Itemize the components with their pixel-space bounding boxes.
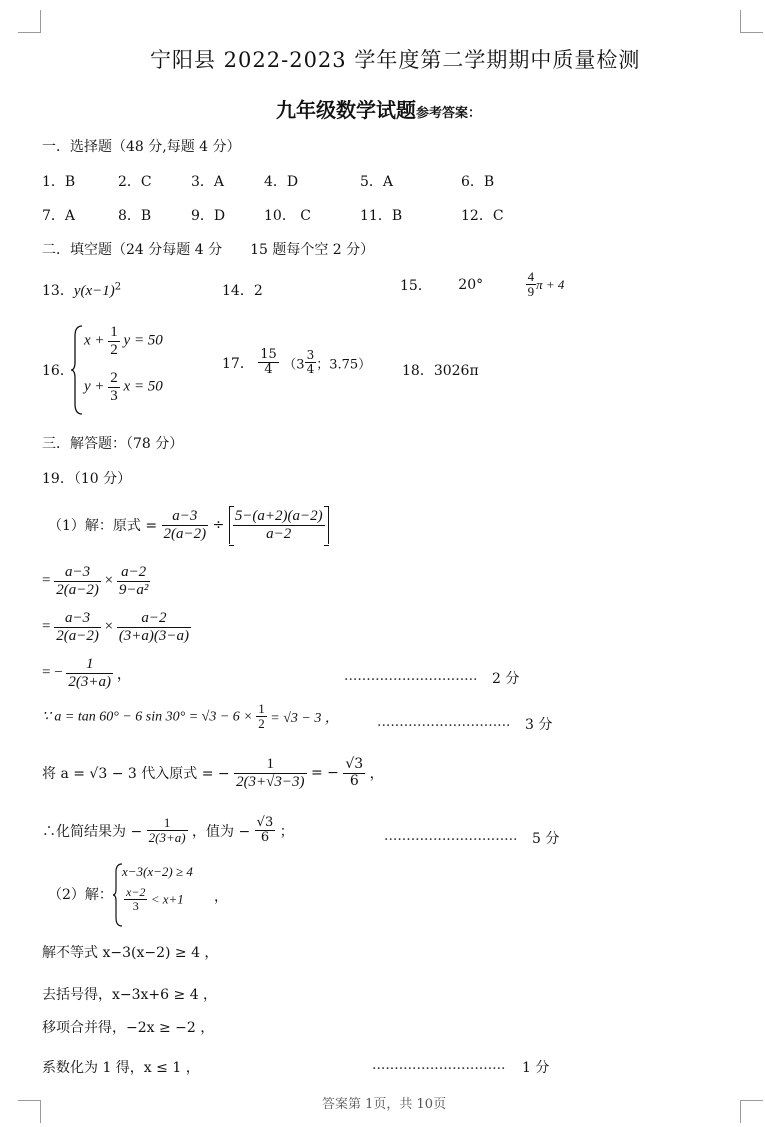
score-2: 2 分 (492, 671, 520, 687)
l3-fraction-1: $\frac{a-3}{2(a-2)}$ (56, 610, 99, 644)
q19-line4: = − $\frac{1}{2(3+a)}$ ， (42, 656, 132, 690)
q17: 17． $\frac{15}{4}$ （3 $\frac{3}{4}$ ；3.75） (222, 347, 372, 378)
part2-fraction: $\frac{x-2}{3}$ (126, 885, 146, 914)
q17-fraction: $\frac{15}{4}$ (260, 347, 277, 378)
subtitle-small: 参考答案： (416, 106, 482, 121)
q17-mixed-fraction: $\frac{3}{4}$ (306, 348, 315, 377)
q19-heading: 19．（10 分） (42, 471, 132, 487)
crop-mark-top-right (740, 10, 763, 33)
q15 (400, 270, 564, 300)
step-2: 去括号得，x−3x+6 ≥ 4 ， (42, 987, 218, 1003)
page-title: 宁阳县 2022-2023 学年度第二学期期中质量检测 (150, 48, 641, 72)
l7-fraction-1: $\frac{1}{2(3+a)}$ (148, 815, 186, 846)
score-1: 1 分 (522, 1060, 550, 1076)
q18: 18．3026π (402, 363, 479, 379)
q16-label: 16． (42, 363, 74, 379)
answer-12: 12．C (461, 208, 504, 224)
q13-exponent: 2 (114, 281, 122, 293)
answer-8: 8．B (118, 208, 152, 224)
q15-answer-b: π + 4 (536, 276, 565, 292)
part2-ineq-1: x−3(x−2) ≥ 4 (122, 864, 193, 879)
l5-fraction: $\frac{1}{2}$ (258, 701, 265, 732)
q13-expr: y(x−1) (73, 283, 115, 299)
answer-3: 3．A (191, 174, 225, 190)
subtitle-main: 九年级数学试题 (276, 98, 416, 122)
answer-9: 9．D (191, 208, 226, 224)
l6-fraction-2: $\frac{√3}{6}$ (345, 756, 364, 789)
crop-mark-top-left (18, 10, 41, 33)
answer-10: 10． C (264, 208, 311, 224)
l1-fraction: $\frac{a-3}{2(a-2)}$ (163, 508, 207, 542)
page-subtitle (276, 94, 481, 123)
l4-fraction: $\frac{1}{2(3+a)}$ (68, 656, 112, 690)
l2-fraction-1: $\frac{a-3}{2(a-2)}$ (56, 564, 99, 598)
answer-5: 5．A (360, 174, 394, 190)
part2-ineq-2: $\frac{x-2}{3}$ < x+1 (126, 885, 184, 914)
l1-bracket (229, 506, 329, 544)
l2-fraction-2: $\frac{a-2}{\text{9−a²}}$ (118, 564, 149, 598)
q19-line7: ∴化简结果为 − $\frac{1}{2(3+a)}$ ，值为 − $\frac{√3}{6}$ ； (42, 815, 294, 846)
q16-line2: y + $\frac{2}{3}$ x = 50 (84, 370, 163, 404)
answer-1: 1．B (42, 174, 76, 190)
q19-line3: = $\frac{a-3}{2(a-2)}$ × $\frac{a-2}{(3+a)(3-a)}$ (42, 610, 190, 644)
q19-part1-line1: （1）解：原式 = $\frac{a-3}{2(a-2)}$ ÷ $\frac{5-(a+2)(a-2)}{a-2}$ (48, 506, 329, 544)
q13-label: 13． (42, 283, 74, 299)
l1-bracket-fraction: $\frac{5-(a+2)(a-2)}{a-2}$ (234, 508, 323, 542)
part2-tail: ， (214, 889, 228, 905)
score-dots-2: .............................. (344, 668, 478, 684)
answer-4: 4．D (264, 174, 299, 190)
answer-7: 7．A (42, 208, 76, 224)
q19-line2: = $\frac{a-3}{2(a-2)}$ × $\frac{a-2}{\text{9−a²}}$ (42, 564, 149, 598)
q19-line6: 将 a = √3 − 3 代入原式 = − $\frac{1}{2(3+√3-3)}$ = − $\frac{√3}{6}$ ， (42, 756, 384, 790)
l3-fraction-2: $\frac{a-2}{(3+a)(3-a)}$ (118, 610, 190, 644)
l6-fraction-1: $\frac{1}{2(3+√3-3)}$ (236, 756, 305, 790)
q15-fraction: $\frac{4}{9}$ (527, 269, 535, 300)
q16-line2-fraction: $\frac{2}{3}$ (110, 370, 118, 404)
q19-line5: ∵ a = tan 60° − 6 sin 30° = √3 − 6 × $\frac{1}{2}$ = √3 − 3 ， (42, 701, 339, 732)
answer-6: 6．B (461, 174, 495, 190)
q19-part2-label: （2）解： (48, 887, 113, 903)
answer-2: 2．C (118, 174, 152, 190)
step-3: 移项合并得，−2x ≥ −2 ， (42, 1020, 215, 1036)
crop-mark-bottom-left (18, 1100, 41, 1123)
score-dots-5: .............................. (384, 828, 518, 844)
q15-label: 15． (400, 277, 432, 294)
q14: 14．2 (222, 283, 263, 299)
step-1: 解不等式 x−3(x−2) ≥ 4 ， (42, 945, 219, 961)
score-3: 3 分 (525, 717, 553, 733)
page-footer: 答案第 1页，共 10页 (322, 1097, 447, 1112)
l7-fraction-2: $\frac{√3}{6}$ (256, 815, 274, 846)
section1-heading: 一．选择题（48 分,每题 4 分） (42, 139, 241, 155)
section2-heading: 二．填空题（24 分每题 4 分 15 题每个空 2 分） (42, 242, 375, 258)
score-dots-1: .............................. (372, 1057, 506, 1073)
q13 (42, 280, 121, 300)
score-dots-3: .............................. (377, 714, 511, 730)
q16-brace (70, 324, 84, 416)
score-5: 5 分 (532, 831, 560, 847)
step-4: 系数化为 1 得，x ≤ 1 ， (42, 1060, 200, 1076)
crop-mark-bottom-right (740, 1100, 763, 1123)
q16-line1-fraction: $\frac{1}{2}$ (110, 324, 118, 358)
section3-heading: 三．解答题：（78 分） (42, 436, 184, 452)
answer-11: 11．B (360, 208, 403, 224)
q15-answer-a: 20° (458, 276, 484, 293)
q16-line1: x + $\frac{1}{2}$ y = 50 (84, 324, 163, 358)
